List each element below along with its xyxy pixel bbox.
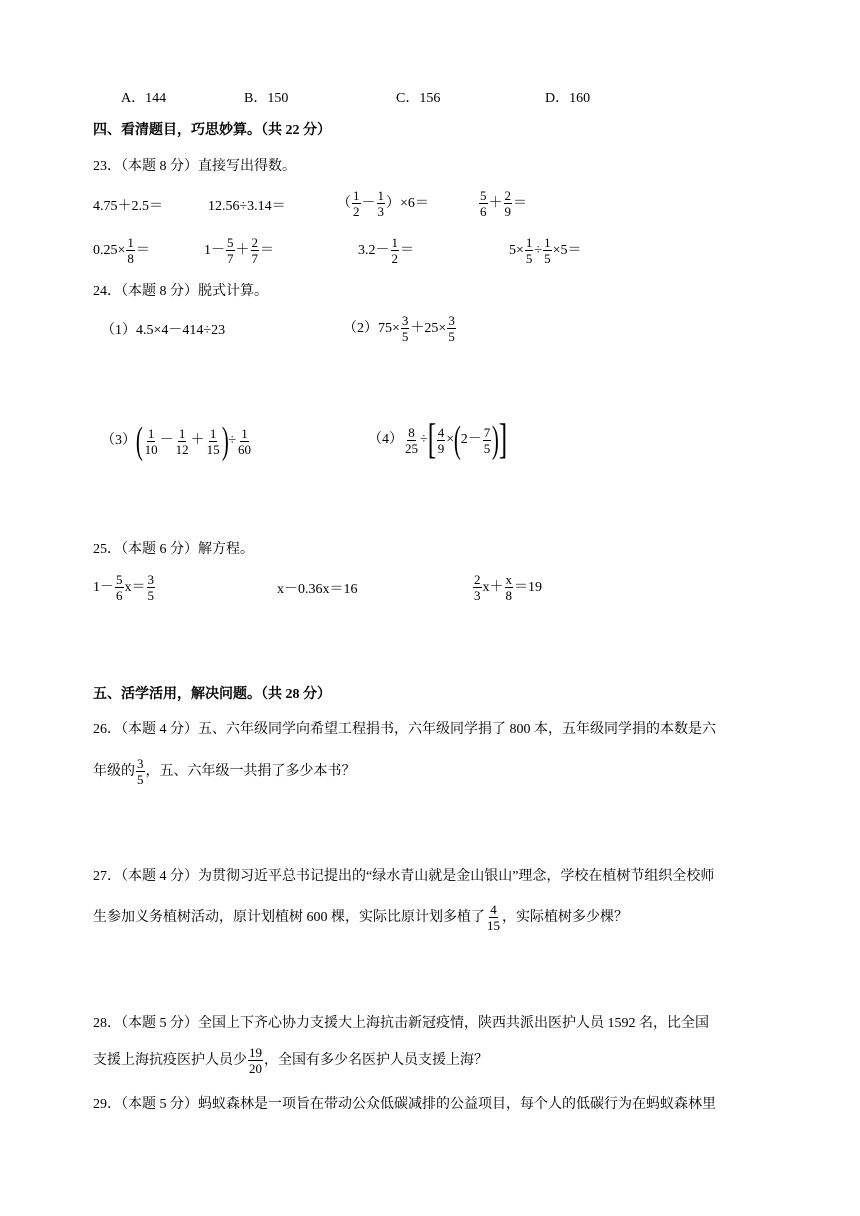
q28-line-1: 28．（本题 5 分）全国上下齐心协力支援大上海抗击新冠疫情，陕西共派出医护人员 1592 名，比全国 [93,1016,709,1031]
denominator: 20 [249,1061,262,1076]
text: 支援上海抗疫医护人员少 [93,1052,247,1068]
option-a: A．144 [121,91,167,106]
fraction [479,188,488,219]
q23-expr-8 [509,235,582,266]
text: 5× [509,242,524,258]
numerator: x [505,572,512,587]
text: ×5＝ [552,242,582,258]
left-paren: ( [453,419,461,461]
numerator: 1 [241,425,248,441]
numerator: 3 [401,313,409,328]
denominator: 6 [480,204,487,219]
operator: － [361,195,376,211]
q27-line-2 [93,902,628,933]
text: 1－ [204,242,225,258]
fraction [437,425,446,456]
denominator: 10 [144,441,158,457]
option-b: B．150 [244,91,289,106]
fraction [126,235,135,266]
fraction [248,1045,263,1076]
operator: ÷ [420,432,428,447]
numerator: 2 [251,235,258,250]
denominator: 5 [525,251,533,266]
operator: － [159,433,174,448]
q24-header: 24．（本题 8 分）脱式计算。 [93,284,268,299]
right-bracket: ] [498,417,508,463]
numerator: 5 [116,572,123,587]
q23-expr-2: 12.56÷3.14＝ [208,199,286,214]
fraction [486,902,501,933]
denominator: 7 [227,251,234,266]
option-d: D．160 [545,91,591,106]
fraction [404,425,419,456]
operator: ＋ [190,433,205,448]
q27-line-1: 27．（本题 4 分）为贯彻习近平总书记提出的“绿水青山就是金山银山”理念，学校在植树节组织全校师 [93,869,715,884]
text: ＋25× [410,320,447,336]
denominator: 2 [391,251,398,266]
text: 3.2－ [358,242,390,258]
numerator: 5 [227,235,234,250]
numerator: 3 [147,572,154,587]
numerator: 3 [448,313,455,328]
text: ）×6＝ [386,195,429,211]
text: ＝ [135,242,150,258]
q25-equation-2: x－0.36x＝16 [277,582,358,597]
left-bracket: [ [427,417,436,463]
fraction [147,572,156,603]
denominator: 5 [483,440,491,456]
denominator: 15 [487,918,500,933]
fraction [251,235,260,266]
fraction [525,235,534,266]
fraction [505,572,514,603]
right-paren: ) [492,419,500,461]
q25-header: 25．（本题 6 分）解方程。 [93,542,254,557]
fraction [237,426,252,457]
text: 2－ [460,432,482,447]
operator: ＋ [235,242,250,258]
denominator: 3 [377,204,384,219]
numerator: 1 [209,425,217,441]
text: ，全国有多少名医护人员支援上海？ [264,1052,488,1068]
text: x＝ [124,579,146,595]
numerator: 5 [480,188,487,203]
denominator: 5 [147,588,154,603]
section-4-title: 四、看清题目，巧思妙算。（共 22 分） [93,123,331,138]
q23-expr-7 [358,235,414,266]
q23-expr-4 [478,188,527,219]
denominator: 5 [137,772,144,787]
numerator: 1 [147,425,155,441]
q28-line-2 [93,1045,488,1076]
numerator: 1 [353,188,360,203]
numerator: 4 [437,424,445,440]
text: （3） [101,433,136,448]
denominator: 25 [405,440,418,456]
denominator: 5 [448,329,455,344]
text: （2）75× [343,320,400,336]
denominator: 9 [437,440,445,456]
numerator: 1 [391,235,398,250]
text: ，实际植树多少棵？ [502,909,628,925]
numerator: 2 [474,572,481,587]
numerator: 1 [178,425,186,441]
denominator: 3 [474,588,481,603]
q24-part-2 [343,313,457,344]
operator: × [446,432,455,447]
denominator: 5 [401,329,409,344]
denominator: 12 [175,441,189,457]
denominator: 6 [116,588,123,603]
option-c: C．156 [396,91,441,106]
text: （4） [368,432,403,447]
right-paren: ) [221,420,229,462]
fraction [504,188,513,219]
fraction [352,188,361,219]
denominator: 2 [353,204,360,219]
q23-expr-6 [204,235,274,266]
fraction [136,756,145,787]
text: ＝19 [514,579,542,595]
text: 0.25× [93,242,126,258]
text: x＋ [482,579,504,595]
text: 年级的 [93,763,135,779]
numerator: 19 [249,1045,262,1060]
fraction [543,235,552,266]
text: 生参加义务植树活动，原计划植树 600 棵，实际比原计划多植了 [93,909,485,925]
denominator: 9 [504,204,511,219]
text: ＝ [513,195,527,211]
q23-header: 23．（本题 8 分）直接写出得数。 [93,159,296,174]
fraction [447,313,456,344]
fraction [483,425,492,456]
fraction [377,188,386,219]
text: ，五、六年级一共捐了多少本书？ [145,763,356,779]
fraction [206,426,221,457]
operator: ÷ [228,433,236,448]
q24-part-1: （1）4.5×4－414÷23 [101,323,226,338]
numerator: 7 [483,424,491,440]
numerator: 1 [544,235,551,250]
fraction [391,235,400,266]
text: ＝ [400,242,414,258]
numerator: 8 [408,424,415,440]
q26-line-1: 26．（本题 4 分）五、六年级同学向希望工程捐书，六年级同学捐了 800 本，五年级同学捐的本数是六 [93,722,716,737]
left-paren: ( [135,420,143,462]
numerator: 4 [490,902,497,917]
denominator: 8 [505,588,512,603]
text: 1－ [93,579,114,595]
fraction [144,426,159,457]
denominator: 5 [544,251,551,266]
denominator: 15 [206,441,220,457]
q24-part-3 [101,420,253,462]
text: ＝ [260,242,274,258]
fraction [175,426,190,457]
q23-expr-1: 4.75＋2.5＝ [93,199,163,214]
q23-expr-5 [93,235,150,266]
denominator: 7 [251,251,258,266]
operator: ÷ [534,242,543,258]
q25-equation-3 [472,572,542,603]
fraction [226,235,235,266]
numerator: 2 [504,188,511,203]
q23-expr-3 [337,188,429,219]
q25-equation-1 [93,572,156,603]
operator: ＋ [488,195,503,211]
q24-part-4 [368,417,508,463]
section-5-title: 五、活学活用，解决问题。（共 28 分） [93,687,331,702]
numerator: 1 [377,188,384,203]
q26-line-2 [93,756,356,787]
text: （ [337,195,351,211]
denominator: 60 [238,441,251,457]
fraction [473,572,482,603]
fraction [401,313,410,344]
denominator: 8 [127,251,134,266]
numerator: 1 [127,235,134,250]
numerator: 3 [137,756,144,771]
q29-line-1: 29．（本题 5 分）蚂蚁森林是一项旨在带动公众低碳减排的公益项目，每个人的低碳行为在蚂蚁森林里 [93,1097,716,1112]
fraction [115,572,124,603]
numerator: 1 [525,235,533,250]
